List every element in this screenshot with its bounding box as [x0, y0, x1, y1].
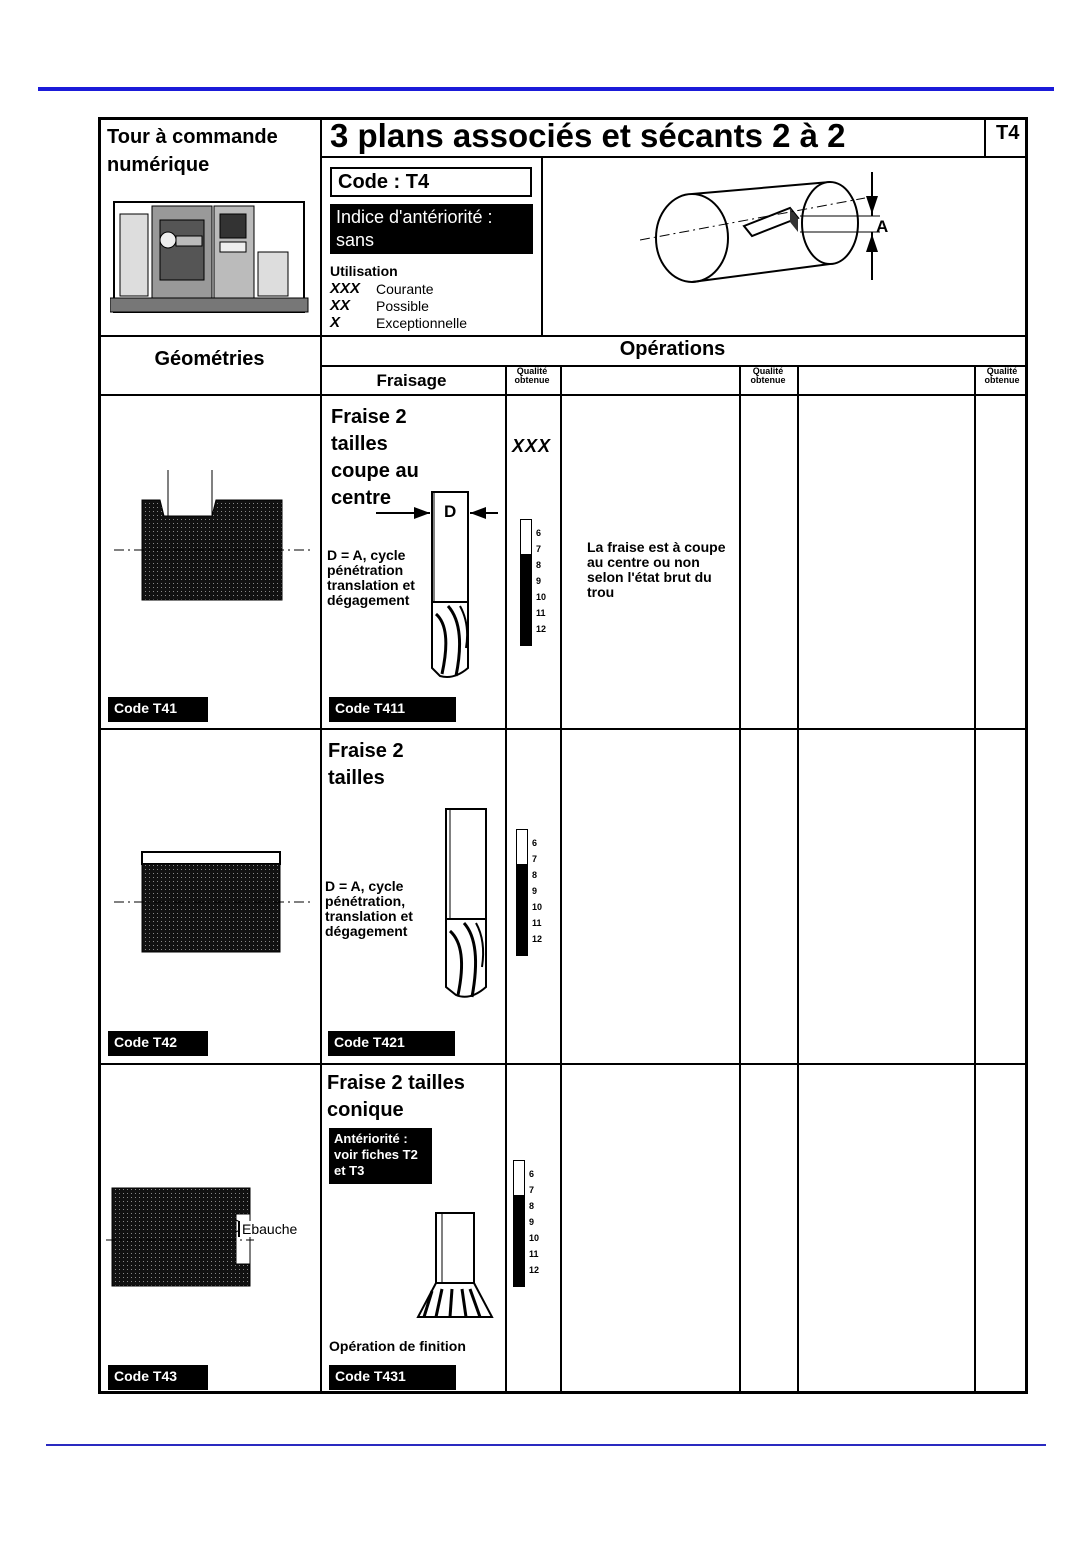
operation-code-t431: Code T431	[329, 1365, 456, 1390]
divider-col-op2	[560, 365, 562, 1391]
operation-remark: La fraise est à coupe au centre ou non selon l'état brut du trou	[587, 539, 726, 600]
scale-tick-label: 7	[529, 1185, 535, 1195]
code-box: Code : T4	[330, 167, 532, 197]
divider-col-quality3	[974, 365, 976, 1391]
tool-note-t421: D = A, cycle pénétration, translation et dégagement	[325, 878, 413, 939]
usage-mark-t411: XXX	[512, 436, 552, 456]
header-quality-2: Qualité obtenue	[750, 366, 786, 385]
dovetail-cutter-icon	[412, 1205, 496, 1325]
end-mill-icon	[440, 805, 500, 1005]
quality-scale-labels-t431	[529, 1166, 539, 1278]
bottom-rule	[46, 1444, 1046, 1446]
divider-col-quality2	[739, 365, 741, 1391]
cnc-lathe-illustration	[110, 192, 310, 322]
divider-header	[101, 335, 1025, 337]
dimension-label: A	[876, 217, 889, 236]
finish-label: Opération de finition	[329, 1338, 466, 1354]
scale-tick-label: 8	[532, 870, 538, 880]
divider-row2	[101, 1063, 1025, 1065]
scale-tick-label: 10	[529, 1233, 540, 1243]
diameter-label: D	[444, 502, 457, 521]
quality-scale-labels-t411	[536, 525, 546, 637]
sheet-title: 3 plans associés et sécants 2 à 2	[330, 117, 846, 154]
header-operations: Opérations	[619, 338, 726, 360]
scale-tick-label: 12	[536, 624, 547, 634]
anteriority-note-t431: Antériorité : voir fiches T2 et T3	[329, 1128, 432, 1184]
header-quality-3: Qualité obtenue	[984, 366, 1020, 385]
scale-tick-label: 6	[529, 1169, 535, 1179]
scale-tick-label: 6	[536, 528, 542, 538]
header-geometries: Géométries	[154, 348, 265, 370]
geometry-code-t41: Code T41	[108, 697, 208, 722]
utilisation-title: Utilisation	[330, 263, 398, 279]
legend-label: Courante	[376, 280, 434, 297]
machine-title: Tour à commande numérique	[107, 126, 278, 176]
legend-mark: XX	[330, 297, 351, 314]
tool-title-t421: Fraise 2 tailles	[328, 740, 404, 789]
legend-mark: X	[330, 314, 341, 331]
scale-tick-label: 9	[532, 886, 538, 896]
scale-tick-label: 10	[532, 902, 543, 912]
utilisation-legend	[330, 280, 530, 331]
divider-operations	[320, 365, 1025, 367]
divider-col-quality1	[505, 365, 507, 1391]
geometry-t41-drawing	[112, 470, 312, 606]
divider-subheader	[101, 394, 1025, 396]
scale-tick-label: 6	[532, 838, 538, 848]
quality-scale-labels-t421	[532, 835, 542, 947]
quality-scale-bar-t411	[520, 519, 532, 646]
geometry-label-ebauche: Ebauche	[238, 1221, 299, 1237]
scale-tick-label: 12	[529, 1265, 540, 1275]
legend-row	[330, 297, 530, 314]
tool-title-t431: Fraise 2 tailles conique	[327, 1072, 465, 1121]
operation-code-t411: Code T411	[329, 697, 456, 722]
scale-tick-label: 8	[529, 1201, 535, 1211]
legend-label: Exceptionnelle	[376, 314, 468, 331]
scale-tick-label: 12	[532, 934, 543, 944]
legend-row	[330, 314, 530, 331]
top-rule	[38, 87, 1054, 91]
quality-scale-fill	[514, 1195, 524, 1286]
divider-tag	[984, 120, 986, 157]
sheet-tag: T4	[996, 122, 1020, 144]
header-fraisage: Fraisage	[376, 371, 447, 390]
operation-code-t421: Code T421	[328, 1031, 455, 1056]
legend-mark: XXX	[330, 280, 361, 297]
legend-label: Possible	[376, 297, 429, 314]
scale-tick-label: 11	[529, 1249, 539, 1259]
geometry-code-t42: Code T42	[108, 1031, 208, 1056]
scale-tick-label: 9	[529, 1217, 535, 1227]
scale-tick-label: 8	[536, 560, 542, 570]
geometry-code-t43: Code T43	[108, 1365, 208, 1390]
divider-geometries	[320, 120, 322, 1391]
scale-tick-label: 10	[536, 592, 547, 602]
scale-tick-label: 9	[536, 576, 542, 586]
header-quality-1: Qualité obtenue	[514, 366, 550, 385]
geometry-t43-drawing	[106, 1180, 256, 1290]
quality-scale-bar-t421	[516, 829, 528, 956]
divider-col-op3	[797, 365, 799, 1391]
scale-tick-label: 11	[532, 918, 542, 928]
divider-illustration	[541, 157, 543, 335]
geometry-t42-drawing	[112, 840, 312, 960]
scale-tick-label: 11	[536, 608, 546, 618]
legend-row	[330, 280, 530, 297]
divider-row1	[101, 728, 1025, 730]
scale-tick-label: 7	[532, 854, 538, 864]
anteriority-badge: Indice d'antériorité : sans	[330, 204, 533, 254]
tool-note-t411: D = A, cycle pénétration translation et dégagement	[327, 547, 415, 608]
quality-scale-bar-t431	[513, 1160, 525, 1287]
quality-scale-fill	[517, 864, 527, 955]
tool-title-t411: Fraise 2 tailles coupe au centre	[331, 406, 419, 509]
quality-scale-fill	[521, 554, 531, 645]
cylinder-part-illustration	[640, 168, 900, 284]
scale-tick-label: 7	[536, 544, 542, 554]
